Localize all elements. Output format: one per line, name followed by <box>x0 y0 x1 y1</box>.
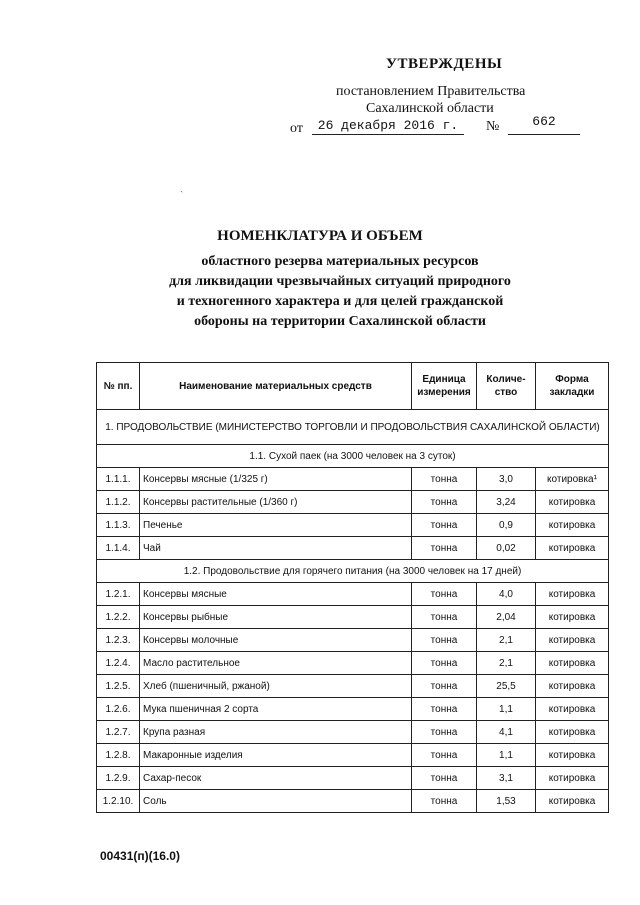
table-row <box>97 583 609 606</box>
subtitle-line: обороны на территории Сахалинской области <box>194 314 486 329</box>
cell-form: котировка <box>536 491 609 514</box>
approval-by: постановлением Правительства <box>336 84 526 99</box>
table-row <box>97 675 609 698</box>
section-row <box>97 410 609 445</box>
cell-name: Сахар-песок <box>140 767 412 790</box>
cell-form: котировка <box>536 767 609 790</box>
header-unit: Единица измерения <box>412 363 477 410</box>
cell-name: Консервы рыбные <box>140 606 412 629</box>
cell-num: 1.2.10. <box>97 790 140 813</box>
table-row <box>97 698 609 721</box>
cell-unit: тонна <box>412 744 477 767</box>
cell-form: котировка <box>536 790 609 813</box>
cell-unit: тонна <box>412 721 477 744</box>
cell-unit: тонна <box>412 675 477 698</box>
number-label: № <box>486 119 500 134</box>
cell-qty: 4,1 <box>477 721 536 744</box>
cell-num: 1.2.1. <box>97 583 140 606</box>
cell-qty: 4,0 <box>477 583 536 606</box>
cell-name: Хлеб (пшеничный, ржаной) <box>140 675 412 698</box>
subtitle-line: и техногенного характера и для целей гражданской <box>176 294 504 309</box>
header-form: Форма закладки <box>536 363 609 410</box>
subtitle-line: областного резерва материальных ресурсов <box>201 254 479 269</box>
cell-num: 1.1.4. <box>97 537 140 560</box>
cell-form: котировка <box>536 652 609 675</box>
cell-unit: тонна <box>412 606 477 629</box>
cell-num: 1.1.1. <box>97 468 140 491</box>
cell-qty: 2,1 <box>477 629 536 652</box>
cell-qty: 3,0 <box>477 468 536 491</box>
cell-form: котировка <box>536 514 609 537</box>
cell-unit: тонна <box>412 537 477 560</box>
table-row <box>97 491 609 514</box>
table-header-row <box>97 363 609 410</box>
cell-unit: тонна <box>412 491 477 514</box>
approval-date-row <box>290 114 590 140</box>
table-row <box>97 744 609 767</box>
cell-name: Соль <box>140 790 412 813</box>
cell-form: котировка <box>536 629 609 652</box>
cell-qty: 1,1 <box>477 698 536 721</box>
cell-unit: тонна <box>412 698 477 721</box>
cell-name: Чай <box>140 537 412 560</box>
approval-date: 26 декабря 2016 г. <box>312 118 464 135</box>
cell-form: котировка <box>536 606 609 629</box>
table-row <box>97 767 609 790</box>
cell-qty: 2,1 <box>477 652 536 675</box>
cell-name: Консервы мясные (1/325 г) <box>140 468 412 491</box>
table-row <box>97 721 609 744</box>
footer-code: 00431(п)(16.0) <box>100 849 180 863</box>
cell-name: Печенье <box>140 514 412 537</box>
cell-num: 1.2.3. <box>97 629 140 652</box>
cell-form: котировка¹ <box>536 468 609 491</box>
cell-name: Макаронные изделия <box>140 744 412 767</box>
cell-qty: 2,04 <box>477 606 536 629</box>
table-row <box>97 537 609 560</box>
approval-number: 662 <box>508 114 580 135</box>
document-title: НОМЕНКЛАТУРА И ОБЪЕМ <box>217 228 423 244</box>
cell-num: 1.1.3. <box>97 514 140 537</box>
subtitle-line: для ликвидации чрезвычайных ситуаций природного <box>169 274 511 289</box>
cell-num: 1.2.9. <box>97 767 140 790</box>
cell-unit: тонна <box>412 767 477 790</box>
subsection-row <box>97 445 609 468</box>
approval-heading: УТВЕРЖДЕНЫ <box>386 56 503 72</box>
cell-num: 1.2.8. <box>97 744 140 767</box>
resources-table <box>96 362 609 813</box>
cell-unit: тонна <box>412 629 477 652</box>
cell-unit: тонна <box>412 790 477 813</box>
table-row <box>97 468 609 491</box>
approval-region: Сахалинской области <box>366 101 494 116</box>
cell-name: Мука пшеничная 2 сорта <box>140 698 412 721</box>
cell-name: Крупа разная <box>140 721 412 744</box>
cell-num: 1.1.2. <box>97 491 140 514</box>
scan-speck: ˎ <box>180 182 184 193</box>
table-row <box>97 606 609 629</box>
section-title: 1. ПРОДОВОЛЬСТВИЕ (МИНИСТЕРСТВО ТОРГОВЛИ И ПРОДОВОЛЬСТВИЯ САХАЛИНСКОЙ ОБЛАСТИ) <box>97 410 609 445</box>
cell-qty: 0,02 <box>477 537 536 560</box>
cell-form: котировка <box>536 698 609 721</box>
cell-num: 1.2.5. <box>97 675 140 698</box>
cell-num: 1.2.2. <box>97 606 140 629</box>
header-name: Наименование материальных средств <box>140 363 412 410</box>
cell-form: котировка <box>536 537 609 560</box>
cell-form: котировка <box>536 744 609 767</box>
cell-qty: 25,5 <box>477 675 536 698</box>
cell-name: Консервы мясные <box>140 583 412 606</box>
cell-qty: 1,1 <box>477 744 536 767</box>
table-row <box>97 652 609 675</box>
cell-form: котировка <box>536 721 609 744</box>
cell-unit: тонна <box>412 468 477 491</box>
table-row <box>97 790 609 813</box>
cell-form: котировка <box>536 675 609 698</box>
table-body <box>97 410 609 813</box>
cell-unit: тонна <box>412 583 477 606</box>
subsection-row <box>97 560 609 583</box>
cell-name: Масло растительное <box>140 652 412 675</box>
cell-qty: 1,53 <box>477 790 536 813</box>
subsection-title: 1.2. Продовольствие для горячего питания (на 3000 человек на 17 дней) <box>97 560 609 583</box>
cell-unit: тонна <box>412 514 477 537</box>
subsection-title: 1.1. Сухой паек (на 3000 человек на 3 суток) <box>97 445 609 468</box>
cell-num: 1.2.7. <box>97 721 140 744</box>
date-prefix: от <box>290 121 303 136</box>
cell-num: 1.2.4. <box>97 652 140 675</box>
header-qty: Количе- ство <box>477 363 536 410</box>
cell-qty: 0,9 <box>477 514 536 537</box>
cell-qty: 3,1 <box>477 767 536 790</box>
cell-form: котировка <box>536 583 609 606</box>
cell-name: Консервы молочные <box>140 629 412 652</box>
document-subtitle <box>140 252 540 332</box>
cell-num: 1.2.6. <box>97 698 140 721</box>
header-num: № пп. <box>97 363 140 410</box>
cell-name: Консервы растительные (1/360 г) <box>140 491 412 514</box>
table-row <box>97 629 609 652</box>
table-row <box>97 514 609 537</box>
cell-unit: тонна <box>412 652 477 675</box>
cell-qty: 3,24 <box>477 491 536 514</box>
